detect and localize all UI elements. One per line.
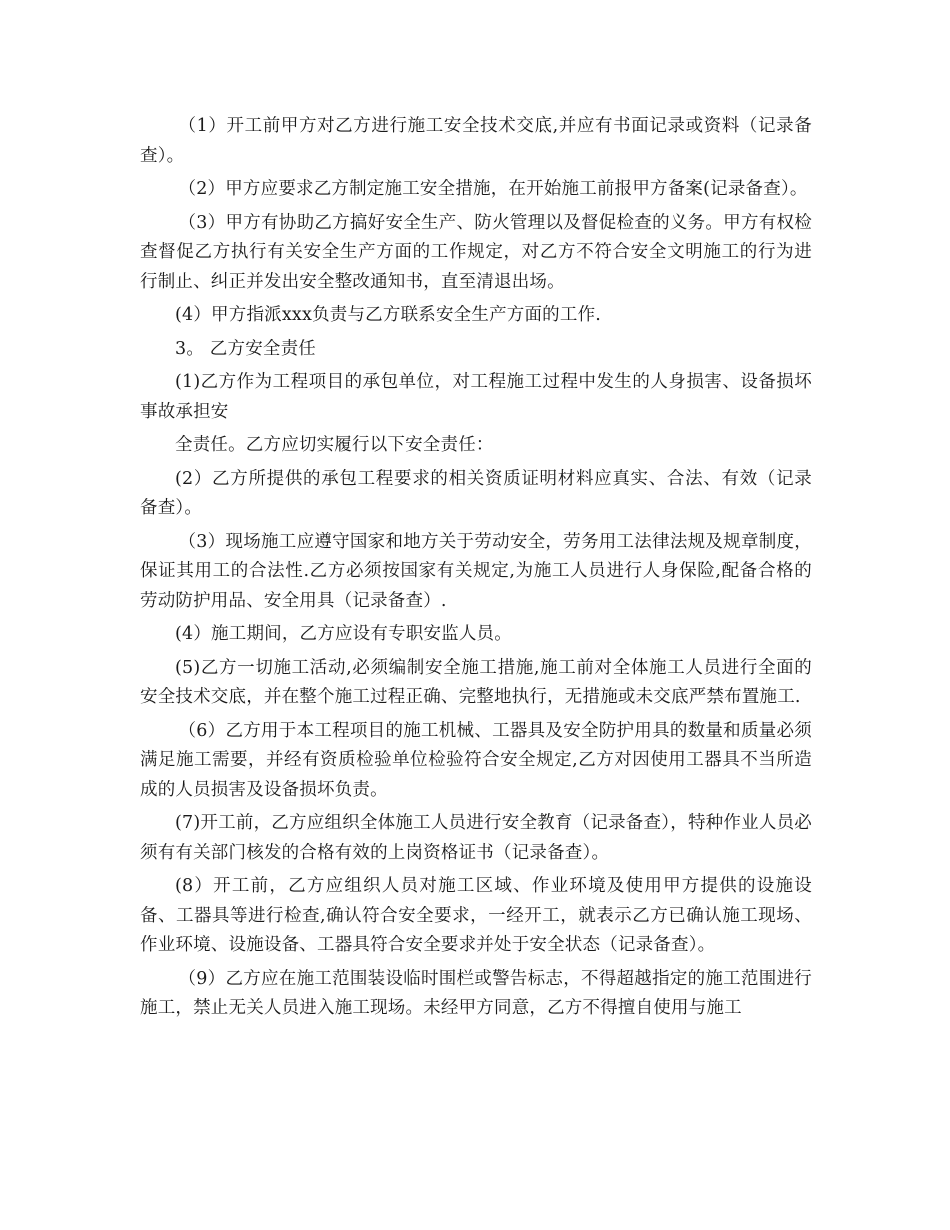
- paragraph-8: （3）现场施工应遵守国家和地方关于劳动安全，劳务用工法律法规及规章制度，保证其用工的合法性.乙方必须按国家有关规定,为施工人员进行人身保险,配备合格的劳动防护用品、安全用具（记录备查）.: [140, 531, 812, 611]
- paragraph-14: （9）乙方应在施工范围装设临时围栏或警告标志，不得超越指定的施工范围进行施工，禁止无关人员进入施工现场。未经甲方同意，乙方不得擅自使用与施工: [140, 968, 812, 1018]
- document-body: [140, 112, 812, 1024]
- paragraph-13: (8）开工前，乙方应组织人员对施工区域、作业环境及使用甲方提供的设施设备、工器具等进行检查,确认符合安全要求，一经开工，就表示乙方已确认施工现场、作业环境、设施设备、工器具符合安全要求并处于安全状态（记录备查）。: [140, 876, 812, 955]
- paragraph-5: (1)乙方作为工程项目的承包单位，对工程施工过程中发生的人身损害、设备损坏事故承担安: [140, 372, 812, 422]
- paragraph-1: （1）开工前甲方对乙方进行施工安全技术交底,并应有书面记录或资料（记录备查）。: [140, 116, 812, 166]
- paragraph-10: (5)乙方一切施工活动,必须编制安全施工措施,施工前对全体施工人员进行全面的安全技术交底，并在整个施工过程正确、完整地执行，无措施或未交底严禁布置施工.: [140, 657, 812, 707]
- paragraph-12: (7)开工前，乙方应组织全体施工人员进行安全教育（记录备查），特种作业人员必须有有关部门核发的合格有效的上岗资格证书（记录备查）。: [140, 813, 812, 863]
- paragraph-6: 全责任。乙方应切实履行以下安全责任：: [175, 435, 494, 455]
- paragraph-11: （6）乙方用于本工程项目的施工机械、工器具及安全防护用具的数量和质量必须满足施工需要，并经有资质检验单位检验符合安全规定,乙方对因使用工器具不当所造成的人员损害及设备损坏负责。: [140, 720, 812, 800]
- paragraph-2: （2）甲方应要求乙方制定施工安全措施，在开始施工前报甲方备案(记录备查）。: [178, 179, 808, 199]
- paragraph-3: （3）甲方有协助乙方搞好安全生产、防火管理以及督促检查的义务。甲方有权检查督促乙方执行有关安全生产方面的工作规定，对乙方不符合安全文明施工的行为进行制止、纠正并发出安全整改通知书，直至清退出场。: [140, 212, 812, 292]
- section-heading: 3。 乙方安全责任: [175, 338, 316, 359]
- paragraph-4: (4）甲方指派xxx负责与乙方联系安全生产方面的工作.: [175, 305, 602, 325]
- paragraph-7: (2）乙方所提供的承包工程要求的相关资质证明材料应真实、合法、有效（记录备查）。: [140, 468, 812, 518]
- paragraph-9: (4）施工期间，乙方应设有专职安监人员。: [175, 624, 512, 644]
